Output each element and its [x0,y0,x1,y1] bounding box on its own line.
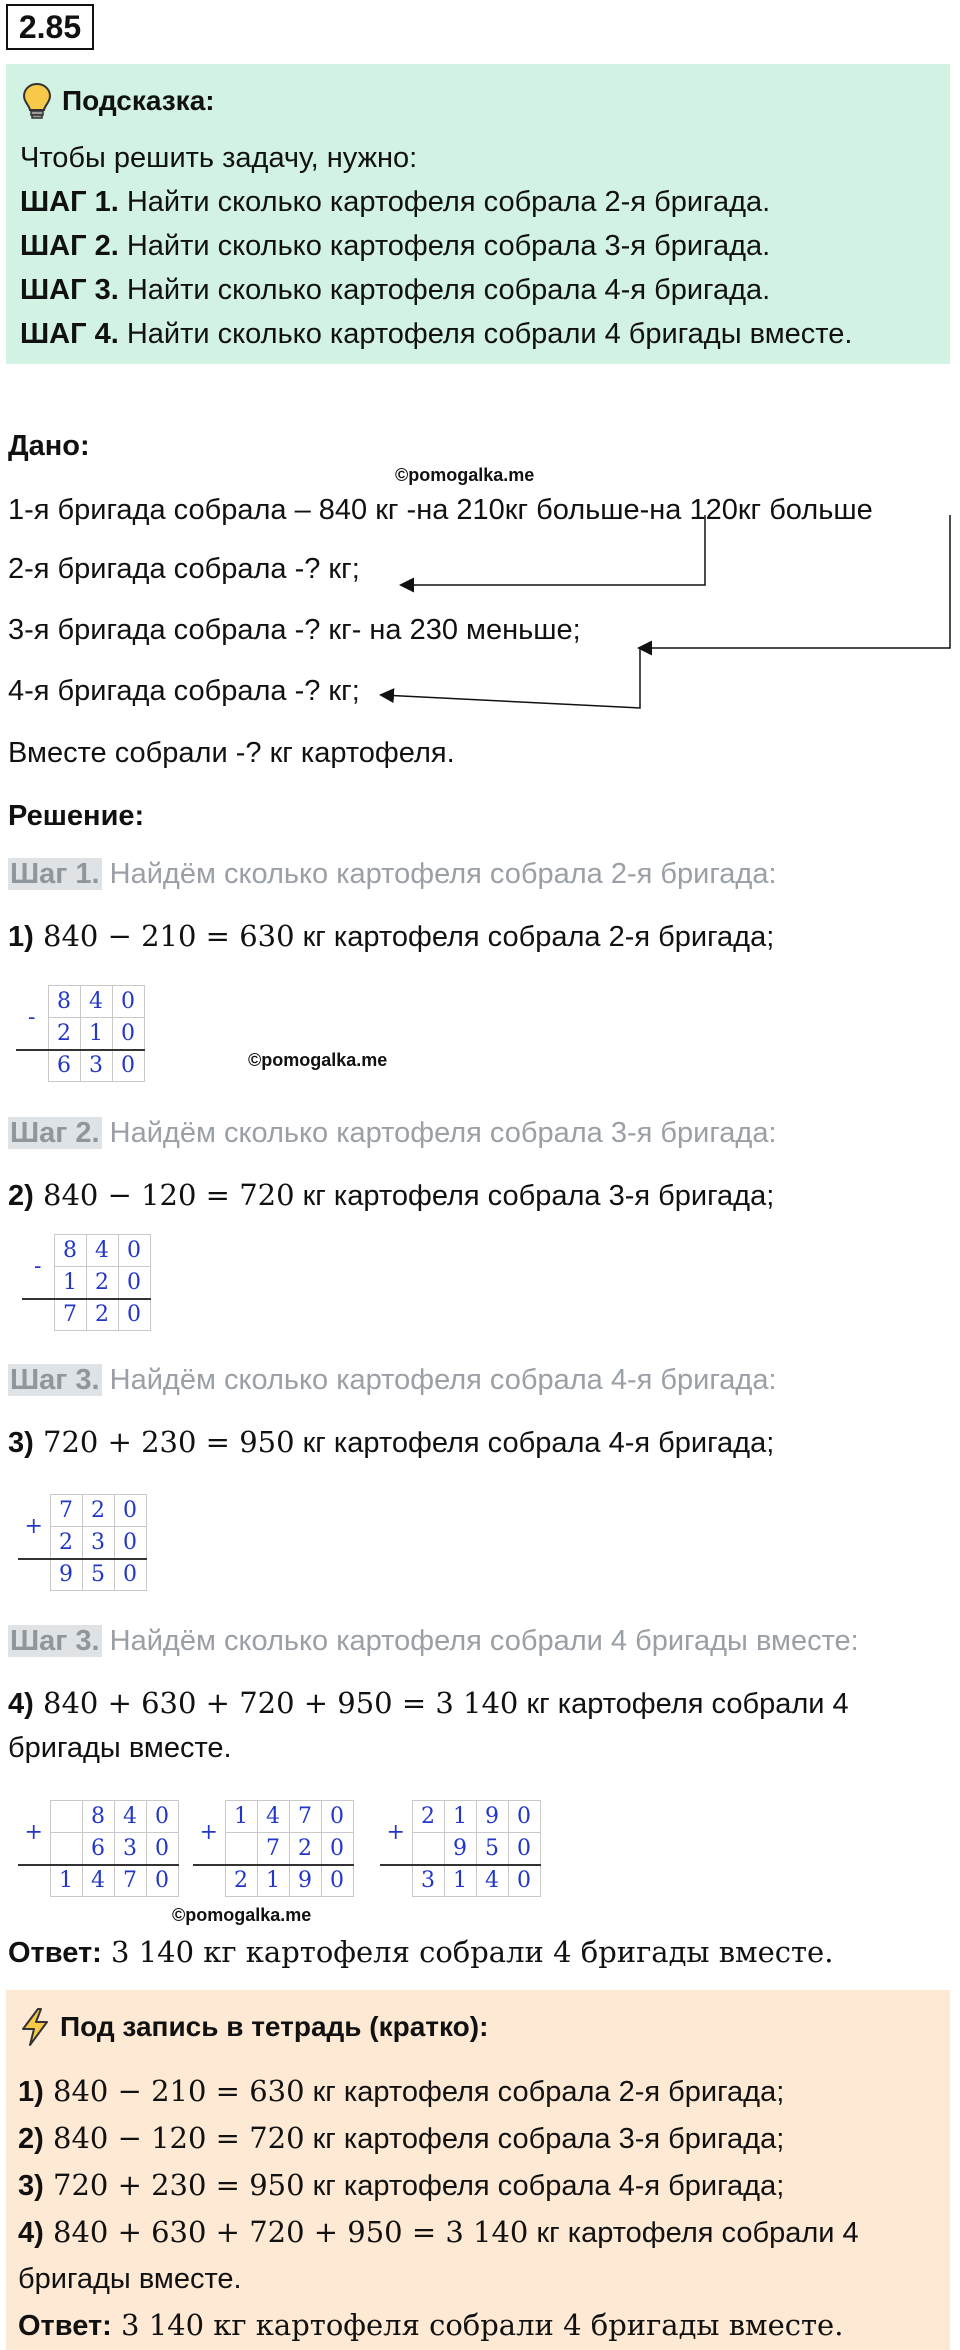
column-calc-digit: 0 [114,1527,146,1559]
calc-line-2 [8,1173,938,1218]
hint-intro: Чтобы решить задачу, нужно: [20,142,418,174]
calc-text: кг картофеля собрала 2-я бригада; [294,921,775,953]
notebook-box [6,1990,950,2350]
step-tag: Шаг 3. [10,1364,100,1396]
column-calc-result-row [380,1865,540,1897]
column-calc-digit: 6 [48,1050,80,1082]
calc-text: кг картофеля собрала 3-я бригада; [294,1180,775,1212]
nb-text: кг картофеля собрали 4 бригады вместе. [18,2217,859,2295]
column-calc-operator: + [24,1819,43,1845]
column-calc-digit: 0 [112,986,144,1018]
column-calc-digit: 3 [114,1833,146,1865]
watermark: ©pomogalka.me [248,1050,388,1070]
hint-step [20,224,936,268]
calc-text: кг картофеля собрали 4 бригады вместе. [8,1688,849,1764]
column-calc-digit: 6 [82,1833,114,1865]
calc-line-3 [8,1420,938,1465]
column-calc-4a [18,1800,179,1897]
column-calc-row [16,986,144,1018]
column-calc-table [18,1800,179,1897]
nb-text: кг картофеля собрала 3-я бригада; [304,2123,785,2155]
hint-box [6,64,950,364]
problem-number: 2.85 [6,4,94,50]
calc-expr: 840 − 120 = 720 [33,1178,295,1212]
column-calc-digit: 9 [50,1559,82,1591]
column-calc-digit: 2 [289,1833,321,1865]
column-calc-digit: 4 [114,1801,146,1833]
nb-expr: 840 − 120 = 720 [43,2121,305,2155]
hint-step [20,268,936,312]
column-calc-digit: 8 [54,1235,86,1267]
answer-label: Ответ: [8,1937,102,1969]
watermark: ©pomogalka.me [172,1905,312,1925]
column-calc-digit: 7 [257,1833,289,1865]
hint-step [20,180,936,224]
step-heading-text: Найдём сколько картофеля собрала 4-я бригада: [101,1364,777,1396]
step-tag: Шаг 3. [10,1625,100,1657]
column-calc-digit: 4 [86,1235,118,1267]
calc-expr: 720 + 230 = 950 [33,1425,295,1459]
column-calc-digit: 4 [257,1801,289,1833]
column-calc-digit: 4 [476,1865,508,1897]
column-calc-digit: 0 [118,1299,150,1331]
given-line-3: 3-я бригада собрала -? кг- на 230 меньше; [8,614,581,646]
nb-expr: 840 − 210 = 630 [43,2074,305,2108]
column-calc-3 [18,1494,147,1591]
column-calc-digit: 2 [82,1495,114,1527]
nb-answer-text: 3 140 кг картофеля собрали 4 бригады вместе. [111,2308,844,2342]
hint-step-label: ШАГ 1. [20,186,119,218]
given-line-5: Вместе собрали -? кг картофеля. [8,737,455,769]
column-calc-digit: 5 [82,1559,114,1591]
hint-step-label: ШАГ 2. [20,230,119,262]
column-calc-digit: 9 [476,1801,508,1833]
solution-title: Решение: [8,800,145,832]
calc-num: 3) [8,1427,34,1459]
column-calc-1 [16,985,145,1082]
column-calc-digit: 3 [80,1050,112,1082]
hint-step [20,312,936,356]
hint-step-label: ШАГ 3. [20,274,119,306]
lightning-icon [18,2007,52,2047]
column-calc-digit: 8 [82,1801,114,1833]
step-heading-2 [8,1117,777,1150]
column-calc-operator: + [386,1819,405,1845]
column-calc-digit: 4 [82,1865,114,1897]
column-calc-digit: 1 [54,1267,86,1299]
nb-num: 4) [18,2217,44,2249]
nb-num: 1) [18,2076,44,2108]
column-calc-4c [380,1800,541,1897]
column-calc-row [193,1801,353,1833]
given-line-4: 4-я бригада собрала -? кг; [8,675,360,707]
hint-step-text: Найти сколько картофеля собрали 4 бригады вместе. [118,318,853,350]
column-calc-row [18,1801,178,1833]
column-calc-digit: 7 [54,1299,86,1331]
column-calc-operator: - [34,1253,42,1279]
calc-num: 4) [8,1688,34,1720]
column-calc-operator [193,1865,225,1897]
column-calc-operator [16,1050,48,1082]
notebook-line [18,2209,938,2302]
step-tag: Шаг 2. [10,1117,100,1149]
column-calc-row [22,1235,150,1267]
column-calc-result-row [22,1299,150,1331]
column-calc-digit: 7 [50,1495,82,1527]
column-calc-digit: 0 [321,1865,353,1897]
column-calc-operator: + [199,1819,218,1845]
hint-header [20,80,936,122]
column-calc-digit [50,1833,82,1865]
notebook-header [18,2002,938,2052]
column-calc-digit: 1 [50,1865,82,1897]
column-calc-digit: 0 [508,1801,540,1833]
watermark: ©pomogalka.me [395,465,535,485]
column-calc-table [18,1494,147,1591]
hint-step-label: ШАГ 4. [20,318,119,350]
nb-num: 2) [18,2123,44,2155]
column-calc-digit: 0 [112,1050,144,1082]
column-calc-operator [18,1865,50,1897]
column-calc-result-row [193,1865,353,1897]
notebook-title: Под запись в тетрадь (кратко): [60,2011,489,2042]
column-calc-digit: 1 [225,1801,257,1833]
nb-expr: 720 + 230 = 950 [43,2168,305,2202]
column-calc-2 [22,1234,151,1331]
column-calc-digit: 2 [50,1527,82,1559]
nb-expr: 840 + 630 + 720 + 950 = 3 140 [43,2215,529,2249]
column-calc-digit: 5 [476,1833,508,1865]
nb-num: 3) [18,2170,44,2202]
column-calc-digit: 7 [114,1865,146,1897]
calc-line-1 [8,914,938,959]
column-calc-digit [412,1833,444,1865]
calc-expr: 840 + 630 + 720 + 950 = 3 140 [33,1686,519,1720]
answer-text: 3 140 кг картофеля собрали 4 бригады вместе. [101,1935,834,1969]
calc-expr: 840 − 210 = 630 [33,919,295,953]
hint-step-text: Найти сколько картофеля собрала 3-я бригада. [118,230,771,262]
column-calc-row [18,1495,146,1527]
column-calc-digit: 9 [289,1865,321,1897]
column-calc-digit: 7 [289,1801,321,1833]
column-calc-result-row [18,1865,178,1897]
column-calc-digit: 2 [225,1865,257,1897]
column-calc-digit: 0 [114,1495,146,1527]
step-heading-text: Найдём сколько картофеля собрала 2-я бригада: [101,858,777,890]
notebook-answer [18,2302,938,2349]
given-title: Дано: [8,430,90,462]
step-tag: Шаг 1. [10,858,100,890]
column-calc-digit: 0 [146,1865,178,1897]
column-calc-table [380,1800,541,1897]
notebook-line [18,2068,938,2115]
lightbulb-icon [20,81,54,121]
column-calc-digit: 0 [118,1267,150,1299]
column-calc-operator: + [24,1513,43,1539]
step-heading-3 [8,1364,777,1397]
column-calc-digit: 3 [412,1865,444,1897]
notebook-line [18,2115,938,2162]
nb-answer-label: Ответ: [18,2310,112,2342]
notebook-line [18,2162,938,2209]
column-calc-table [193,1800,354,1897]
column-calc-digit: 0 [114,1559,146,1591]
column-calc-digit: 2 [86,1267,118,1299]
hint-step-text: Найти сколько картофеля собрала 4-я бригада. [118,274,771,306]
column-calc-digit [225,1833,257,1865]
step-heading-text: Найдём сколько картофеля собрала 3-я бригада: [101,1117,777,1149]
column-calc-digit: 2 [86,1299,118,1331]
column-calc-operator [380,1865,412,1897]
column-calc-digit: 0 [146,1801,178,1833]
column-calc-digit: 9 [444,1833,476,1865]
column-calc-digit: 0 [321,1801,353,1833]
column-calc-digit: 0 [118,1235,150,1267]
calc-num: 2) [8,1180,34,1212]
nb-text: кг картофеля собрала 4-я бригада; [304,2170,785,2202]
column-calc-digit: 2 [48,1018,80,1050]
given-line-1: 1-я бригада собрала – 840 кг -на 210кг больше-на 120кг больше [8,494,873,526]
hint-step-text: Найти сколько картофеля собрала 2-я бригада. [118,186,771,218]
column-calc-table [22,1234,151,1331]
arrow-line-4 [382,648,640,708]
column-calc-digit: 8 [48,986,80,1018]
column-calc-digit: 0 [112,1018,144,1050]
column-calc-digit [50,1801,82,1833]
column-calc-digit: 0 [508,1865,540,1897]
column-calc-digit: 4 [80,986,112,1018]
given-line-2: 2-я бригада собрала -? кг; [8,553,360,585]
column-calc-result-row [16,1050,144,1082]
column-calc-digit: 0 [508,1833,540,1865]
column-calc-operator [22,1299,54,1331]
column-calc-digit: 1 [257,1865,289,1897]
notebook-lines [18,2068,938,2349]
nb-text: кг картофеля собрала 2-я бригада; [304,2076,785,2108]
column-calc-operator [18,1559,50,1591]
calc-num: 1) [8,921,34,953]
step-heading-4 [8,1625,859,1658]
column-calc-digit: 0 [146,1833,178,1865]
column-calc-digit: 1 [80,1018,112,1050]
column-calc-digit: 0 [321,1833,353,1865]
hint-title: Подсказка: [62,85,215,116]
calc-line-4 [8,1681,928,1770]
column-calc-table [16,985,145,1082]
column-calc-result-row [18,1559,146,1591]
column-calc-digit: 1 [444,1801,476,1833]
column-calc-digit: 3 [82,1527,114,1559]
column-calc-digit: 2 [412,1801,444,1833]
step-heading-text: Найдём сколько картофеля собрали 4 бригады вместе: [101,1625,859,1657]
arrow-line-3 [640,515,950,648]
column-calc-row [380,1801,540,1833]
answer-line [8,1935,833,1970]
calc-text: кг картофеля собрала 4-я бригада; [294,1427,775,1459]
column-calc-digit: 1 [444,1865,476,1897]
step-heading-1 [8,858,777,891]
column-calc-operator: - [28,1004,36,1030]
column-calc-4b [193,1800,354,1897]
